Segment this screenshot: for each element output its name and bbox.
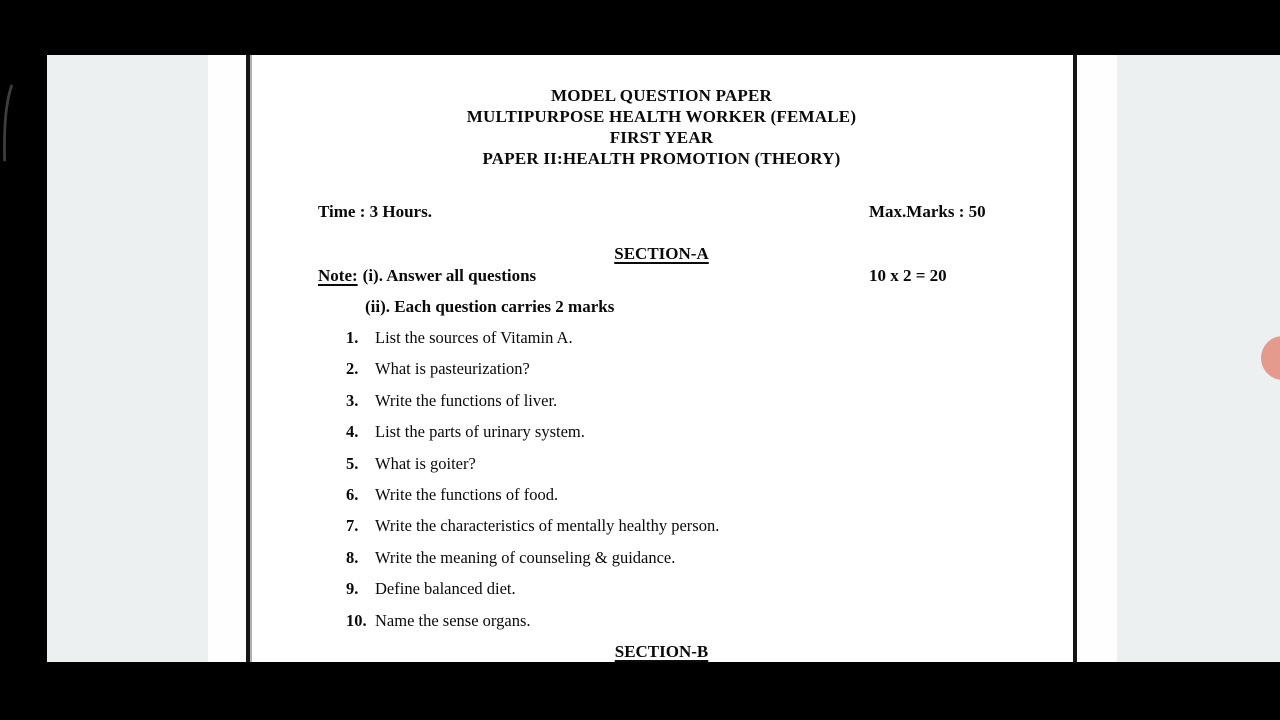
- section-b-heading: SECTION-B: [614, 642, 709, 661]
- question-row: [346, 547, 1063, 578]
- question-number: 10.: [346, 610, 367, 630]
- question-number: 3.: [346, 390, 359, 410]
- pen-stroke-mark: [0, 55, 47, 662]
- question-row: [346, 327, 1063, 358]
- question-row: [346, 515, 1063, 546]
- question-row: [346, 453, 1063, 484]
- question-number: 1.: [346, 328, 359, 347]
- doc-title-line-4: PAPER II:HEALTH PROMOTION (THEORY): [482, 149, 841, 168]
- question-text: Write the meaning of counseling & guidance.: [375, 547, 676, 567]
- letterbox-top: [0, 0, 1280, 55]
- section-a-heading: SECTION-A: [614, 244, 709, 263]
- right-gray-panel: [1117, 55, 1280, 662]
- time-label: Time : 3 Hours.: [318, 202, 432, 221]
- letterbox-bottom: [0, 662, 1280, 720]
- left-gray-panel: [47, 55, 208, 662]
- note-label: Note:: [318, 266, 358, 285]
- question-text: Name the sense organs.: [375, 610, 531, 630]
- doc-title-line-2: MULTIPURPOSE HEALTH WORKER (FEMALE): [466, 107, 857, 126]
- note-row: [318, 265, 536, 286]
- question-row: [346, 610, 1063, 641]
- doc-title-line-3: FIRST YEAR: [609, 128, 714, 147]
- question-text: What is pasteurization?: [375, 359, 530, 379]
- question-row: [346, 484, 1063, 515]
- note-instruction-1: (i). Answer all questions: [362, 266, 537, 285]
- question-text: Define balanced diet.: [375, 579, 516, 599]
- marks-scheme: 10 x 2 = 20: [869, 266, 947, 285]
- content-band: [0, 55, 1280, 662]
- question-number: 8.: [346, 547, 359, 567]
- page-margin-right: [1077, 55, 1117, 662]
- note-instruction-2: (ii). Each question carries 2 marks: [365, 297, 615, 316]
- question-text: List the sources of Vitamin A.: [375, 328, 573, 347]
- doc-title-line-1: MODEL QUESTION PAPER: [551, 86, 772, 105]
- question-text: What is goiter?: [375, 453, 476, 473]
- question-text: Write the functions of liver.: [375, 390, 558, 410]
- left-edge-strip: [0, 55, 47, 662]
- question-text: List the parts of urinary system.: [375, 422, 585, 442]
- question-row: [346, 421, 1063, 452]
- question-text: Write the characteristics of mentally healthy person.: [375, 516, 720, 536]
- question-number: 5.: [346, 453, 359, 473]
- question-row: [346, 358, 1063, 389]
- question-number: 4.: [346, 422, 359, 442]
- question-row: [346, 578, 1063, 609]
- question-row: [346, 390, 1063, 421]
- question-number: 9.: [346, 579, 359, 599]
- document-title-block: [250, 85, 1073, 169]
- question-text: Write the functions of food.: [375, 484, 559, 504]
- document-page: [246, 55, 1077, 662]
- question-number: 6.: [346, 484, 359, 504]
- question-number: 2.: [346, 359, 359, 379]
- page-margin-left: [208, 55, 246, 662]
- question-number: 7.: [346, 516, 359, 536]
- question-list: [346, 327, 1063, 641]
- max-marks-label: Max.Marks : 50: [869, 202, 986, 221]
